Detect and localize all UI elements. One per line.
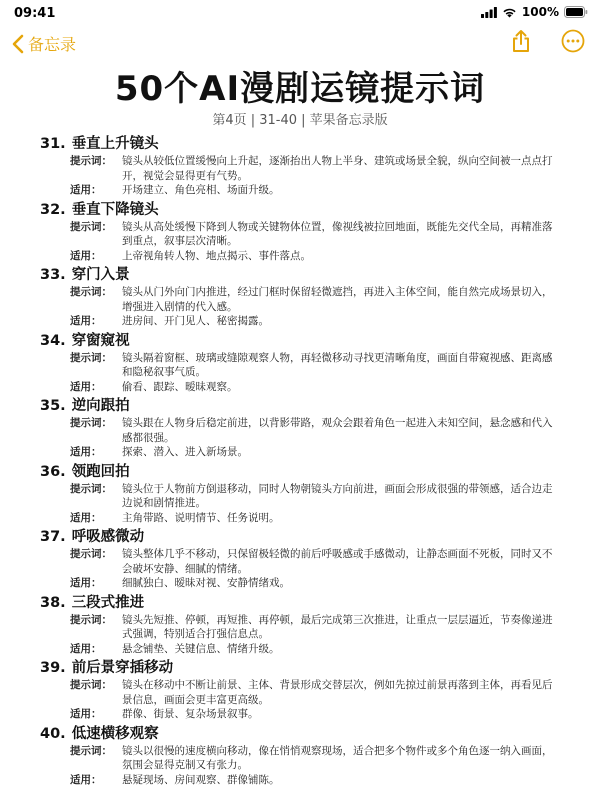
nav-bar [0,28,600,64]
entry-item [40,331,560,395]
use-text: 偷看、跟踪、暧昧观察。 [122,380,238,393]
entry-title: 前后景穿插移动 [71,660,174,676]
entry-prompt-row [40,744,560,773]
prompt-label: 提示词： [70,286,112,298]
entry-item [40,200,560,264]
prompt-text: 镜头位于人物前方倒退移动，同时人物朝镜头方向前进，画面会形成很强的带领感，适合边走边说和剧情推进。 [122,482,553,509]
entry-heading [40,134,560,154]
prompt-label: 提示词： [70,417,112,429]
entry-prompt-row [40,613,560,642]
prompt-text: 镜头整体几乎不移动，只保留极轻微的前后呼吸感或手感微动，让静态画面不死板，同时又不会破坏安静、细腻的情绪。 [122,548,553,575]
entry-use-row [40,249,560,264]
entry-title: 呼吸感微动 [71,529,145,545]
share-icon [511,29,531,57]
signal-icon [481,7,497,18]
entry-prompt-row [40,154,560,183]
use-text: 悬疑现场、房间观察、群像铺陈。 [122,773,280,786]
prompt-text: 镜头从较低位置缓慢向上升起，逐渐抬出人物上半身、建筑或场景全貌，纵向空间被一点点打开，视觉会显得更有气势。 [122,155,553,182]
use-label: 适用： [70,315,102,327]
use-text: 进房间、开门见人、秘密揭露。 [122,315,269,327]
entry-heading [40,593,560,613]
status-bar [0,0,600,28]
entry-number: 33. [40,267,66,283]
more-button[interactable] [560,30,586,56]
use-text: 群像、街景、复杂场景叙事。 [122,708,259,720]
status-time: 09:41 [14,6,56,21]
entry-number: 34. [40,332,66,349]
prompt-label: 提示词： [70,613,112,626]
prompt-label: 提示词： [70,482,112,495]
entry-heading [40,658,560,678]
use-label: 适用： [70,773,102,786]
entry-item [40,396,560,460]
wifi-icon [502,7,517,18]
prompt-label: 提示词： [70,679,112,691]
entry-item [40,527,560,591]
note-title: 50个AI漫剧运镜提示词 [114,69,486,109]
battery-icon [564,6,588,18]
note-subtitle: 第4页 | 31-40 | 苹果备忘录版 [212,113,388,128]
entry-use-row [40,183,560,198]
entry-number: 31. [40,136,66,152]
entry-heading [40,462,560,482]
entry-prompt-row [40,351,560,380]
entry-title: 三段式推进 [71,594,145,611]
chevron-left-icon [12,34,24,54]
nav-actions [508,30,586,56]
entry-title: 逆向跟拍 [71,398,130,414]
entry-title: 穿窗窥视 [71,332,130,349]
entry-use-row [40,380,560,395]
entry-heading [40,396,560,416]
prompt-label: 提示词： [70,351,112,364]
prompt-label: 提示词： [70,548,112,560]
entry-prompt-row [40,547,560,576]
entry-prompt-row [40,285,560,314]
entry-prompt-row [40,678,560,707]
prompt-text: 镜头以很慢的速度横向移动，像在悄悄观察现场，适合把多个物件或多个角色逐一纳入画面，氛围会显得克制又有张力。 [122,744,553,771]
entry-item [40,134,560,198]
entry-prompt-row [40,416,560,445]
use-label: 适用： [70,642,102,655]
entry-number: 37. [40,529,66,545]
entry-use-row [40,576,560,591]
use-label: 适用： [70,446,102,458]
entry-number: 38. [40,594,66,611]
back-label: 备忘录 [28,35,77,54]
prompt-label: 提示词： [70,744,112,757]
entry-heading [40,265,560,285]
prompt-text: 镜头隔着窗框、玻璃或缝隙观察人物，再轻微移动寻找更清晰角度，画面自带窥视感、距离感和隐秘叙事气质。 [122,351,553,378]
use-text: 开场建立、角色亮相、场面升级。 [122,184,280,196]
entry-list [0,134,600,787]
entry-use-row [40,707,560,722]
battery-label: 100% [521,5,559,19]
entry-title: 穿门入景 [71,267,130,283]
entry-number: 36. [40,463,66,480]
use-label: 适用： [70,249,102,262]
entry-item [40,462,560,526]
share-button[interactable] [508,30,534,56]
entry-number: 40. [40,725,66,742]
status-icons [481,5,588,19]
use-label: 适用： [70,380,102,393]
entry-title: 低速横移观察 [71,725,159,742]
use-text: 悬念铺垫、关键信息、情绪升级。 [122,642,280,655]
prompt-text: 镜头跟在人物身后稳定前进，以背影带路，观众会跟着角色一起进入未知空间，悬念感和代入感都很强。 [122,417,553,444]
prompt-label: 提示词： [70,220,112,233]
entry-prompt-row [40,220,560,249]
use-label: 适用： [70,511,102,524]
entry-use-row [40,314,560,329]
use-text: 细腻独白、暧昧对视、安静情绪戏。 [122,577,290,589]
entry-item [40,724,560,788]
entry-use-row [40,642,560,657]
entry-title: 领跑回拍 [71,463,130,480]
prompt-label: 提示词： [70,155,112,167]
entry-title: 垂直下降镜头 [71,201,159,218]
use-label: 适用： [70,577,102,589]
use-text: 上帝视角转人物、地点揭示、事件落点。 [122,249,311,262]
prompt-text: 镜头从高处缓慢下降到人物或关键物体位置，像视线被拉回地面，既能先交代全局，再精准落到重点，叙事层次清晰。 [122,220,553,247]
entry-number: 32. [40,201,66,218]
entry-use-row [40,773,560,788]
use-label: 适用： [70,184,102,196]
use-text: 主角带路、说明情节、任务说明。 [122,511,280,524]
use-text: 探索、潜入、进入新场景。 [122,446,248,458]
entry-number: 39. [40,660,66,676]
entry-item [40,265,560,329]
entry-item [40,593,560,657]
entry-title: 垂直上升镜头 [71,136,159,152]
entry-item [40,658,560,722]
entry-heading [40,724,560,744]
entry-number: 35. [40,398,66,414]
use-label: 适用： [70,708,102,720]
prompt-text: 镜头从门外向门内推进，经过门框时保留轻微遮挡，再进入主体空间，能自然完成场景切入，增强进入剧情的代入感。 [122,286,553,313]
entry-heading [40,200,560,220]
entry-use-row [40,445,560,460]
entry-use-row [40,511,560,526]
prompt-text: 镜头在移动中不断让前景、主体、背景形成交替层次，例如先掠过前景再落到主体，再看见后景信息，画面会更丰富更高级。 [122,679,553,706]
prompt-text: 镜头先短推、停顿，再短推、再停顿，最后完成第三次推进，让重点一层层逼近，节奏像递进式强调，特别适合打强信息点。 [122,613,553,640]
entry-heading [40,331,560,351]
more-icon [561,29,585,57]
entry-heading [40,527,560,547]
entry-prompt-row [40,482,560,511]
note-document [0,64,600,800]
back-button[interactable] [12,32,76,55]
